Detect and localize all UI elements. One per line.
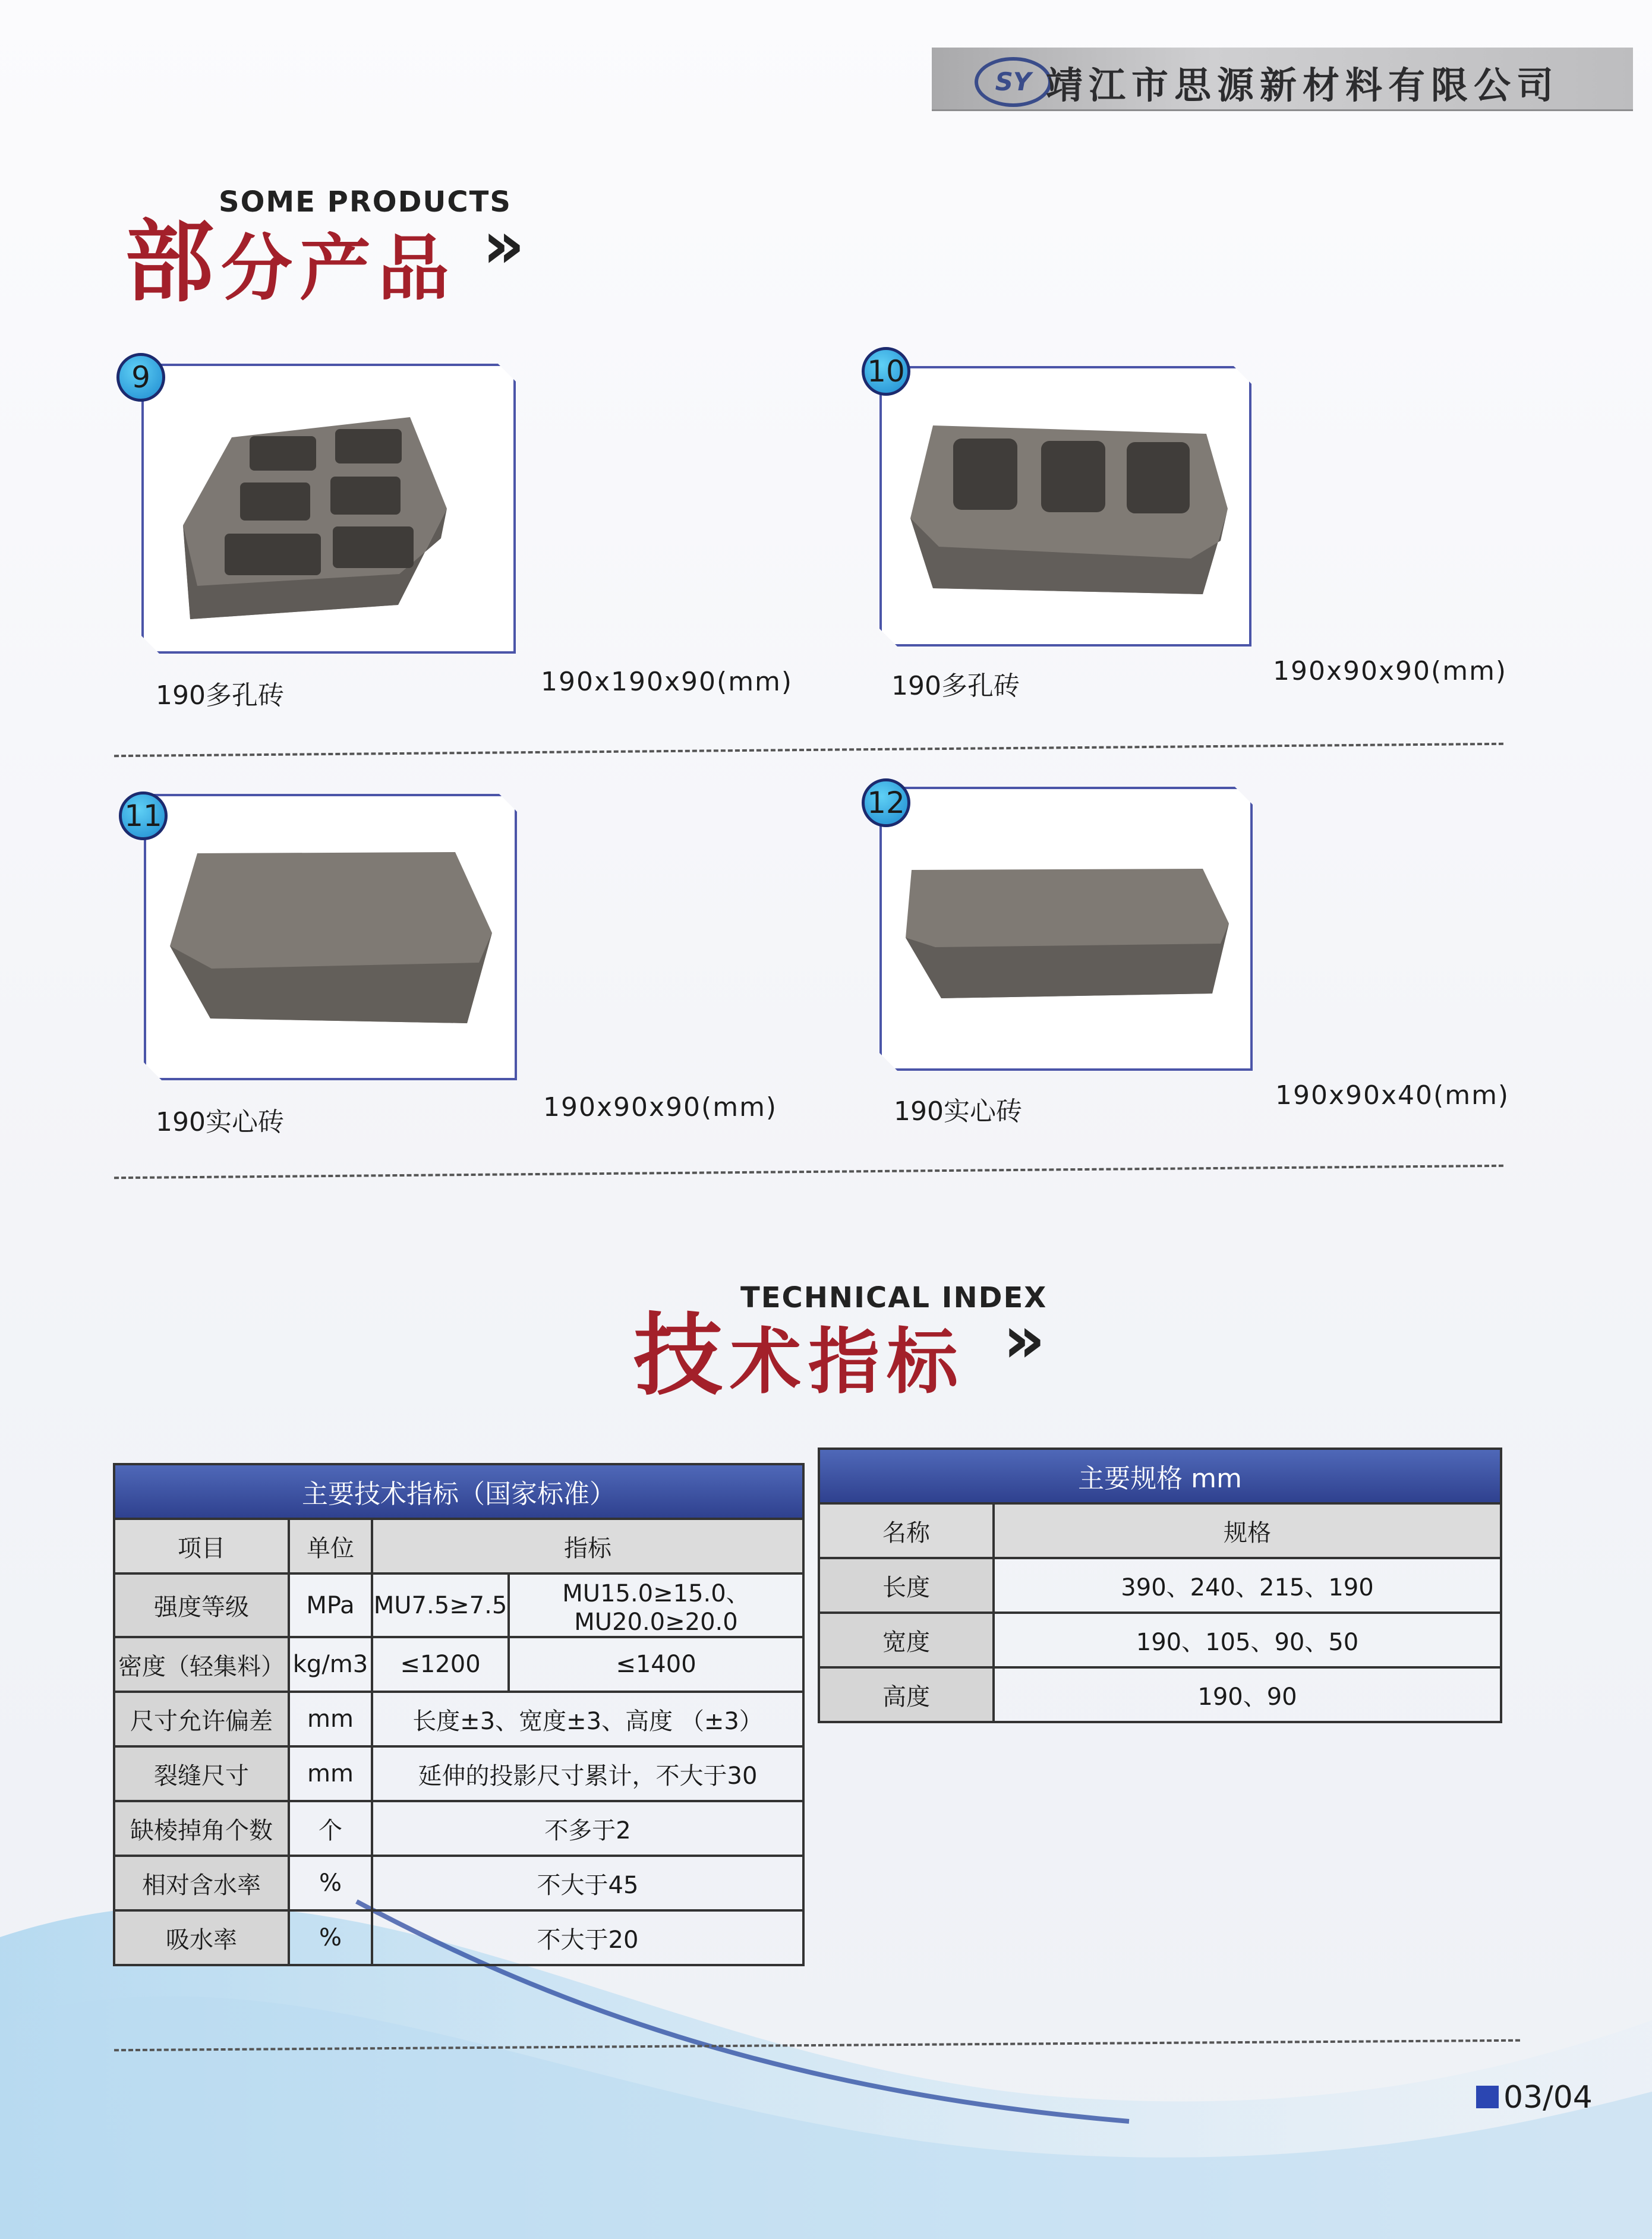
product-size-10: 190x90x90(mm) (1273, 656, 1508, 686)
company-name: 靖江市思源新材料有限公司 (1046, 64, 1560, 107)
table-cell: MU7.5≥7.5 (372, 1573, 509, 1637)
table-cell: 个 (289, 1801, 372, 1856)
table-cell: 190、105、90、50 (994, 1613, 1501, 1667)
product-size-12: 190x90x40(mm) (1275, 1080, 1510, 1111)
table-cell: 延伸的投影尺寸累计，不大于30 (372, 1746, 803, 1801)
table-cell: ≤1400 (509, 1637, 803, 1692)
table-cell: 裂缝尺寸 (114, 1746, 289, 1801)
product-number-badge-11: 11 (119, 791, 168, 840)
table-row (114, 1692, 803, 1746)
products-title-en: SOME PRODUCTS (219, 185, 512, 219)
main-tech-table (113, 1463, 805, 1966)
table-header: 项目 (114, 1519, 289, 1573)
product-number-badge-12: 12 (862, 778, 910, 827)
hollow-block-6-hole-image (144, 366, 513, 651)
table-cell: 强度等级 (114, 1573, 289, 1637)
table-cell: 不大于20 (372, 1910, 803, 1965)
table-row (114, 1801, 803, 1856)
table-cell: 相对含水率 (114, 1856, 289, 1910)
product-number-badge-9: 9 (116, 353, 165, 402)
table-cell: 密度（轻集料） (114, 1637, 289, 1692)
solid-thin-block-image (882, 789, 1250, 1068)
hollow-block-3-hole-image (882, 368, 1249, 644)
product-frame-12 (879, 787, 1253, 1071)
company-logo-icon: SY (975, 57, 1052, 107)
table-row (114, 1856, 803, 1910)
table-cell: ≤1200 (372, 1637, 509, 1692)
table-row (114, 1637, 803, 1692)
table-cell: 190、90 (994, 1667, 1501, 1722)
table-cell: MU15.0≥15.0、MU20.0≥20.0 (509, 1573, 803, 1637)
tech-title-cn-first: 技 (633, 1303, 730, 1408)
products-title-arrow-icon: » (483, 207, 507, 283)
table-cell: 吸水率 (114, 1910, 289, 1965)
table-cell: 长度±3、宽度±3、高度 （±3） (372, 1692, 803, 1746)
products-title-cn-first: 部 (125, 210, 222, 314)
product-size-9: 190x190x90(mm) (541, 667, 793, 697)
table-cell: mm (289, 1692, 372, 1746)
table-cell: 尺寸允许偏差 (114, 1692, 289, 1746)
table-cell: 长度 (819, 1558, 994, 1613)
product-frame-9 (141, 364, 516, 654)
product-frame-10 (879, 366, 1251, 647)
product-size-11: 190x90x90(mm) (543, 1092, 778, 1122)
tech-title-en: TECHNICAL INDEX (740, 1281, 1048, 1314)
table-row (819, 1667, 1501, 1722)
page-marker-icon (1476, 2086, 1499, 2108)
tech-title-cn-rest: 术指标 (730, 1320, 966, 1404)
table-cell: kg/m3 (289, 1637, 372, 1692)
products-title-cn-rest: 分产品 (221, 226, 457, 310)
table-cell: 不大于45 (372, 1856, 803, 1910)
table-row (819, 1613, 1501, 1667)
divider-line (114, 1165, 1503, 1179)
table-header: 名称 (819, 1503, 994, 1558)
product-number-badge-10: 10 (862, 347, 910, 396)
table-header: 指标 (372, 1519, 803, 1573)
table-cell: 高度 (819, 1667, 994, 1722)
table-cell: MPa (289, 1573, 372, 1637)
table-cell: 缺棱掉角个数 (114, 1801, 289, 1856)
product-name-10: 190多孔砖 (891, 671, 1020, 701)
table-header: 规格 (994, 1503, 1501, 1558)
product-frame-11 (144, 794, 517, 1080)
table-row (114, 1910, 803, 1965)
table-cell: mm (289, 1746, 372, 1801)
page-number: 03/04 (1503, 2080, 1593, 2115)
main-tech-table-caption: 主要技术指标（国家标准） (114, 1464, 803, 1519)
table-cell: 390、240、215、190 (994, 1558, 1501, 1613)
table-row (114, 1746, 803, 1801)
product-name-11: 190实心砖 (156, 1107, 284, 1137)
table-cell: % (289, 1910, 372, 1965)
product-name-12: 190实心砖 (894, 1096, 1022, 1127)
spec-table-caption: 主要规格 mm (819, 1449, 1501, 1503)
tech-title-arrow-icon: » (1003, 1301, 1028, 1377)
solid-block-image (146, 796, 515, 1078)
divider-line (114, 743, 1503, 757)
table-row (819, 1558, 1501, 1613)
table-cell: 不多于2 (372, 1801, 803, 1856)
table-row (114, 1573, 803, 1637)
spec-table (818, 1448, 1502, 1723)
table-cell: 宽度 (819, 1613, 994, 1667)
product-name-9: 190多孔砖 (156, 680, 284, 711)
table-cell: % (289, 1856, 372, 1910)
table-header: 单位 (289, 1519, 372, 1573)
